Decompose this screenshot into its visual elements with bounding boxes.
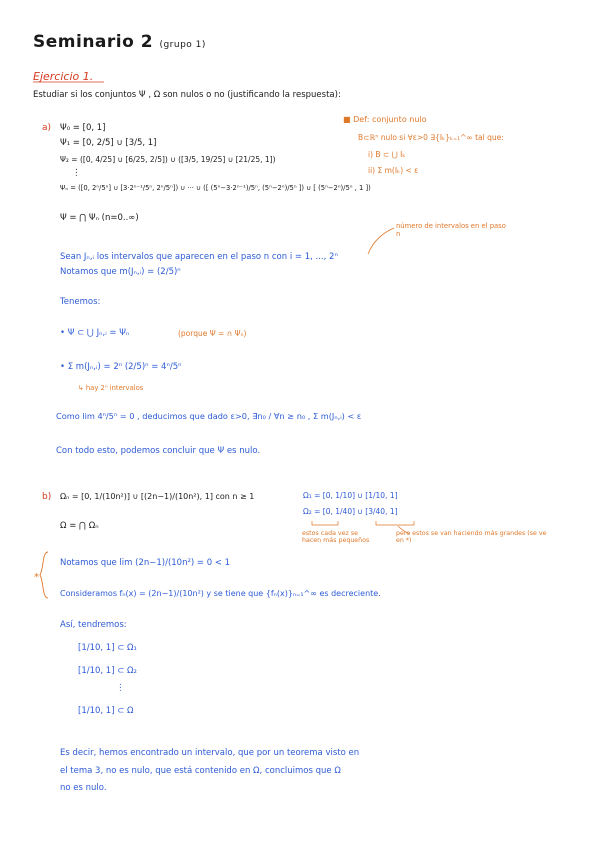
exercise-statement: Estudiar si los conjuntos Ψ , Ω son nulos o no (justificando la respuesta): <box>33 90 341 100</box>
bullet-2: • Σ m(Jₙ,ᵢ) = 2ⁿ (2/5)ⁿ = 4ⁿ/5ⁿ <box>60 362 182 372</box>
part-a-label: a) <box>42 123 52 133</box>
inclusion-2: [1/10, 1] ⊂ Ω₂ <box>78 666 137 676</box>
definition-title: ■ Def: conjunto nulo <box>343 115 427 124</box>
inclusion-1: [1/10, 1] ⊂ Ω₁ <box>78 643 137 653</box>
note-growing: pero estos se van haciendo más grandes (se ve en *) <box>396 530 547 544</box>
psi-dots: ⋮ <box>72 168 81 178</box>
count-note-arrow <box>368 228 394 254</box>
part-b-label: b) <box>42 492 52 502</box>
asi-label: Así, tendremos: <box>60 620 127 630</box>
sean-line: Sean Jₙ,ᵢ los intervalos que aparecen en el paso n con i = 1, ..., 2ⁿ <box>60 252 338 262</box>
psi1-line: Ψ₁ = [0, 2/5] ∪ [3/5, 1] <box>60 138 157 148</box>
omega-intersection: Ω = ⋂ Ωₙ <box>60 521 99 531</box>
title-text: Seminario 2 <box>33 32 154 52</box>
bullet-1: • Ψ ⊂ ⋃ Jₙ,ᵢ = Ψₙ <box>60 328 130 338</box>
definition-line-1: B⊂ℝⁿ nulo si ∀ε>0 ∃{Iₖ}ₖ₌₁^∞ tal que: <box>358 133 504 142</box>
definition-line-3: ii) Σ m(Iₖ) < ε <box>368 166 419 175</box>
star-brace <box>40 552 48 598</box>
left-example-bracket <box>312 521 338 525</box>
final-line-2: el tema 3, no es nulo, que está contenido en Ω, concluimos que Ω <box>60 766 341 776</box>
inclusion-dots: ⋮ <box>116 683 125 693</box>
como-line: Como lim 4ⁿ/5ⁿ = 0 , deducimos que dado ε>0, ∃n₀ / ∀n ≥ n₀ , Σ m(Jₙ,ᵢ) < ε <box>56 411 362 421</box>
omega-example-1: Ω₁ = [0, 1/10] ∪ [1/10, 1] <box>303 491 398 500</box>
interval-count-note: número de intervalos en el paso n <box>396 222 506 238</box>
tenemos-label: Tenemos: <box>60 297 101 307</box>
notamos-limit: Notamos que lim (2n−1)/(10n²) = 0 < 1 <box>60 558 231 568</box>
psi-intersection: Ψ = ⋂ Ψₙ (n=0..∞) <box>60 213 139 223</box>
consideramos-line: Consideramos fₙ(x) = (2n−1)/(10n²) y se tiene que {fₙ(x)}ₙ₌₁^∞ es decreciente. <box>60 589 381 598</box>
notamos-line: Notamos que m(Jₙ,ᵢ) = (2/5)ⁿ <box>60 267 181 277</box>
final-line-3: no es nulo. <box>60 783 107 793</box>
psi0-line: Ψ₀ = [0, 1] <box>60 123 106 133</box>
bullet-1-note: (porque Ψ = ∩ Ψₙ) <box>178 329 247 338</box>
omega-example-2: Ω₂ = [0, 1/40] ∪ [3/40, 1] <box>303 507 398 516</box>
right-example-bracket <box>376 521 414 525</box>
title-subtitle: (grupo 1) <box>159 40 206 50</box>
psin-line: Ψₙ = ([0, 2ⁿ/5ⁿ] ∪ [3·2ⁿ⁻¹/5ⁿ, 2ⁿ/5ⁿ]) ∪ ··· ∪ ([ (5ⁿ−3·2ⁿ⁻¹)/5ⁿ, (5ⁿ−2ⁿ)/5ⁿ ]) ∪ [ (5ⁿ−2ⁿ)/5ⁿ , 1 ]) <box>60 184 371 192</box>
psi2-line: Ψ₂ = ([0, 4/25] ∪ [6/25, 2/5]) ∪ ([3/5, 19/25] ∪ [21/25, 1]) <box>60 155 276 164</box>
definition-line-2: i) B ⊂ ⋃ Iₖ <box>368 150 406 159</box>
star-mark: * <box>34 572 39 583</box>
part-a-conclusion: Con todo esto, podemos concluir que Ψ es nulo. <box>56 446 261 456</box>
final-line-1: Es decir, hemos encontrado un intervalo, que por un teorema visto en <box>60 748 360 758</box>
omega-n-line: Ωₙ = [0, 1/(10n²)] ∪ [(2n−1)/(10n²), 1] con n ≥ 1 <box>60 492 255 501</box>
note-shrinking: estos cada vez se hacen más pequeños <box>302 530 370 544</box>
bullet-2-note: ↳ hay 2ⁿ intervalos <box>78 384 144 392</box>
exercise-heading: Ejercicio 1. <box>33 70 94 83</box>
page-title <box>33 32 206 52</box>
inclusion-3: [1/10, 1] ⊂ Ω <box>78 706 134 716</box>
